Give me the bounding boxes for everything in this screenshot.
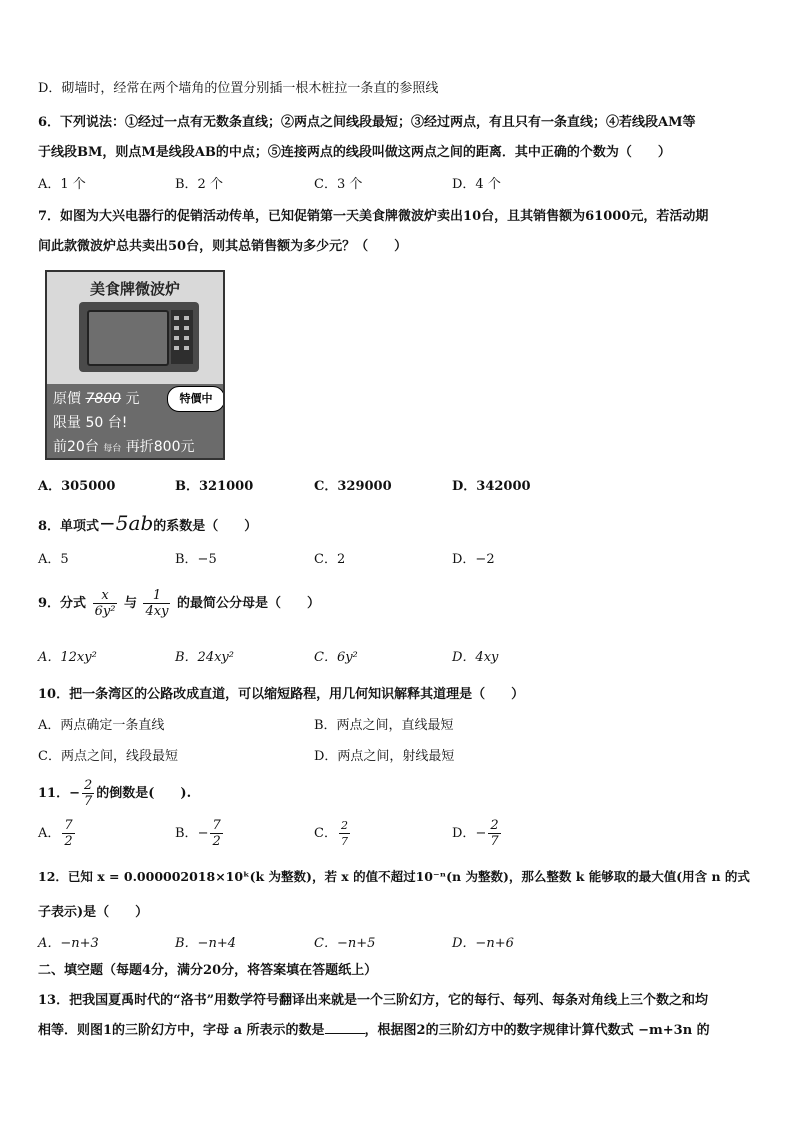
q13-suffix: ，根据图2的三阶幻方中的数字规律计算代数式 −m+3n 的 [364, 1023, 710, 1038]
q9-and: 与 [123, 596, 137, 611]
q9-option-a: A．12xy² [38, 650, 97, 665]
q7-option-b: B．321000 [175, 479, 254, 494]
q13-text-2 [38, 1022, 710, 1040]
q6-text-1: 6．下列说法：①经过一点有无数条直线；②两点之间线段最短；③经过两点，有且只有一条直线；④若线段AM等 [38, 115, 696, 130]
q11-option-a: A． $\frac{7}{2}$ [38, 818, 73, 849]
q6-text-2: 于线段BM，则点M是线段AB的中点；⑤连接两点的线段叫做这两点之间的距离．其中正确的个数为（ ） [38, 145, 671, 160]
flyer-price-unit: 元 [125, 391, 140, 407]
q10-option-b: B．两点之间，直线最短 [314, 718, 454, 733]
q12-text-2: 子表示)是（ ） [38, 905, 149, 920]
q8-option-a: A．5 [38, 552, 69, 567]
q11-prefix: 11． [38, 786, 70, 801]
microwave-icon [79, 302, 199, 372]
microwave-control-panel [171, 310, 193, 364]
q8-suffix: 的系数是（ ） [153, 519, 258, 534]
q11-fraction: $\frac{2}{7}$ [84, 778, 93, 809]
q7-text-1: 7．如图为大兴电器行的促销活动传单，已知促销第一天美食牌微波炉卖出10台，且其销售额为61000元，若活动期 [38, 209, 709, 224]
q9-option-b: B．24xy² [175, 650, 234, 665]
q10-option-a: A．两点确定一条直线 [38, 718, 165, 733]
flyer-discount: 再折800元 [125, 439, 195, 455]
flyer-price-panel [47, 384, 223, 460]
q10-option-c: C．两点之间，线段最短 [38, 749, 178, 764]
q12-text-1: 12．已知 x = 0.000002018×10ᵏ(k 为整数)，若 x 的值不超过10⁻ⁿ(n 为整数)，那么整数 k 能够取的最大值(用含 n 的式 [38, 869, 750, 884]
flyer-first-20: 前20台 [53, 439, 99, 455]
q9-suffix: 的最简公分母是（ ） [176, 596, 320, 611]
q10-option-d: D．两点之间，射线最短 [314, 749, 455, 764]
flyer-original-price-label: 原價 [53, 391, 81, 407]
q8-text [38, 512, 257, 538]
flyer-limit: 限量 50 台! [53, 415, 128, 431]
flyer-original-price: 7800 [85, 391, 122, 407]
q12-option-d: D．−n+6 [452, 936, 514, 951]
q11-option-c: C． $\frac{2}{7}$ [314, 819, 348, 848]
microwave-door [87, 310, 169, 366]
q6-option-c: C．3 个 [314, 177, 363, 192]
flyer-sale-badge: 特價中 [167, 386, 225, 412]
q8-monomial: −5ab [99, 511, 154, 535]
q8-prefix: 8．单项式 [38, 519, 100, 534]
q13-text-1: 13．把我国夏禹时代的“洛书”用数学符号翻译出来就是一个三阶幻方，它的每行、每列、每条对角线上三个数之和均 [38, 993, 709, 1008]
q12-option-b: B．−n+4 [175, 936, 236, 951]
q13-answer-blank[interactable] [325, 1033, 365, 1034]
q11-sign: − [69, 786, 80, 801]
q12-option-a: A．−n+3 [38, 936, 99, 951]
q9-prefix: 9．分式 [38, 596, 87, 611]
q9-fraction-1: $\frac{x}{\text{6y²}}$ [94, 588, 116, 619]
flyer-each: 每台 [103, 444, 122, 454]
q13-prefix: 相等．则图1的三阶幻方中，字母 a 所表示的数是 [38, 1023, 325, 1038]
q11-text [38, 776, 191, 812]
q10-text: 10．把一条湾区的公路改成直道，可以缩短路程，用几何知识解释其道理是（ ） [38, 687, 525, 702]
q6-option-a: A．1 个 [38, 177, 86, 192]
q9-option-d: D．4xy [452, 650, 499, 665]
q11-suffix: 的倒数是( ). [96, 786, 192, 801]
promo-flyer-image [45, 270, 225, 460]
q12-option-c: C．−n+5 [314, 936, 376, 951]
q9-option-c: C．6y² [314, 650, 358, 665]
q7-option-a: A．305000 [38, 479, 116, 494]
q9-text [38, 586, 320, 622]
q7-option-d: D．342000 [452, 479, 531, 494]
q9-fraction-2: $\frac{1}{4xy}$ [145, 588, 169, 619]
flyer-title: 美食牌微波炉 [89, 280, 180, 298]
q7-option-c: C．329000 [314, 479, 392, 494]
q8-option-b: B．−5 [175, 552, 217, 567]
option-d-prev: D．砌墙时，经常在两个墙角的位置分别插一根木桩拉一条直的参照线 [38, 81, 439, 96]
q7-text-2: 间此款微波炉总共卖出50台，则其总销售额为多少元？（ ） [38, 239, 408, 254]
q6-option-b: B．2 个 [175, 177, 223, 192]
q11-option-d: D．− $\frac{2}{7}$ [452, 818, 499, 849]
q8-option-d: D．−2 [452, 552, 495, 567]
q8-option-c: C．2 [314, 552, 346, 567]
q6-option-d: D．4 个 [452, 177, 501, 192]
q11-option-b: B．− $\frac{7}{2}$ [175, 818, 221, 849]
section-heading-fill-in: 二、填空题（每题4分，满分20分，将答案填在答题纸上） [38, 963, 378, 978]
